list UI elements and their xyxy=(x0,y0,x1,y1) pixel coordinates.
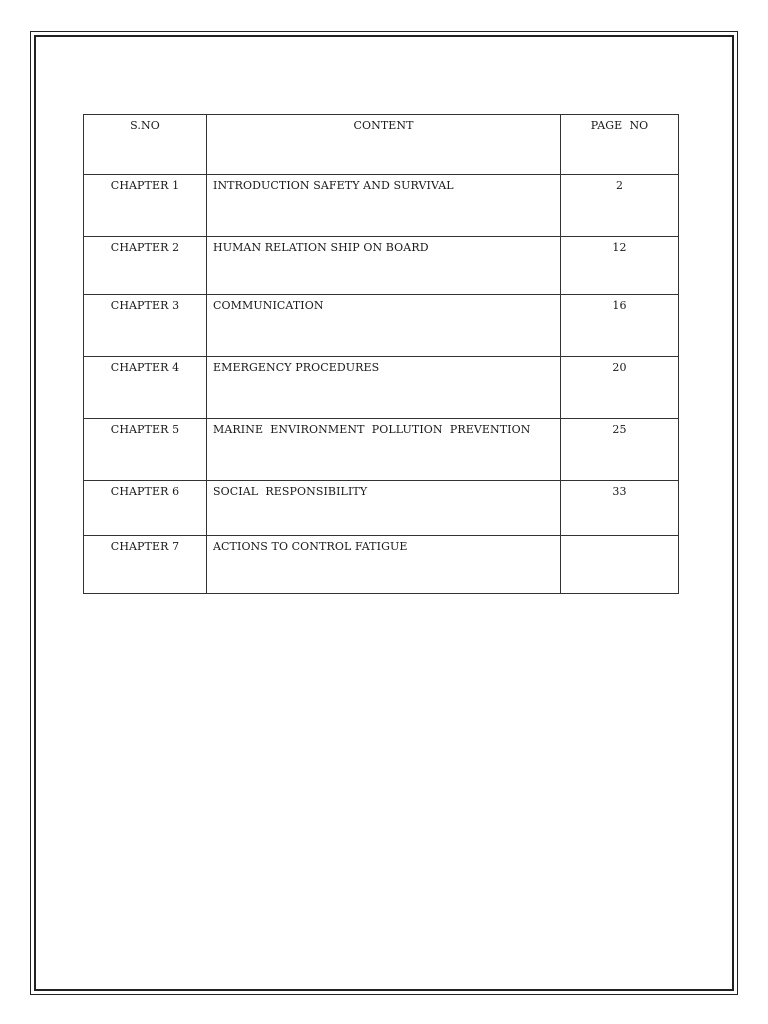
cell-sno: CHAPTER 7 xyxy=(84,536,207,594)
table-row xyxy=(84,536,679,594)
cell-content: ACTIONS TO CONTROL FATIGUE xyxy=(207,536,561,594)
table-row xyxy=(84,419,679,481)
cell-page: 12 xyxy=(561,237,679,295)
cell-sno: CHAPTER 6 xyxy=(84,481,207,536)
header-content: CONTENT xyxy=(207,115,561,175)
cell-sno: CHAPTER 1 xyxy=(84,175,207,237)
cell-page: 20 xyxy=(561,357,679,419)
cell-page xyxy=(561,536,679,594)
cell-sno: CHAPTER 2 xyxy=(84,237,207,295)
cell-sno: CHAPTER 5 xyxy=(84,419,207,481)
cell-page: 16 xyxy=(561,295,679,357)
table-row xyxy=(84,175,679,237)
table-of-contents xyxy=(83,114,679,594)
table-row xyxy=(84,237,679,295)
table-row xyxy=(84,357,679,419)
cell-sno: CHAPTER 4 xyxy=(84,357,207,419)
cell-content: INTRODUCTION SAFETY AND SURVIVAL xyxy=(207,175,561,237)
cell-content: SOCIAL RESPONSIBILITY xyxy=(207,481,561,536)
cell-page: 33 xyxy=(561,481,679,536)
table-header-row xyxy=(84,115,679,175)
cell-content: COMMUNICATION xyxy=(207,295,561,357)
table-row xyxy=(84,481,679,536)
table-row xyxy=(84,295,679,357)
cell-content: MARINE ENVIRONMENT POLLUTION PREVENTION xyxy=(207,419,561,481)
cell-page: 2 xyxy=(561,175,679,237)
cell-page: 25 xyxy=(561,419,679,481)
header-page-no: PAGE NO xyxy=(561,115,679,175)
cell-content: EMERGENCY PROCEDURES xyxy=(207,357,561,419)
header-sno: S.NO xyxy=(84,115,207,175)
cell-sno: CHAPTER 3 xyxy=(84,295,207,357)
cell-content: HUMAN RELATION SHIP ON BOARD xyxy=(207,237,561,295)
